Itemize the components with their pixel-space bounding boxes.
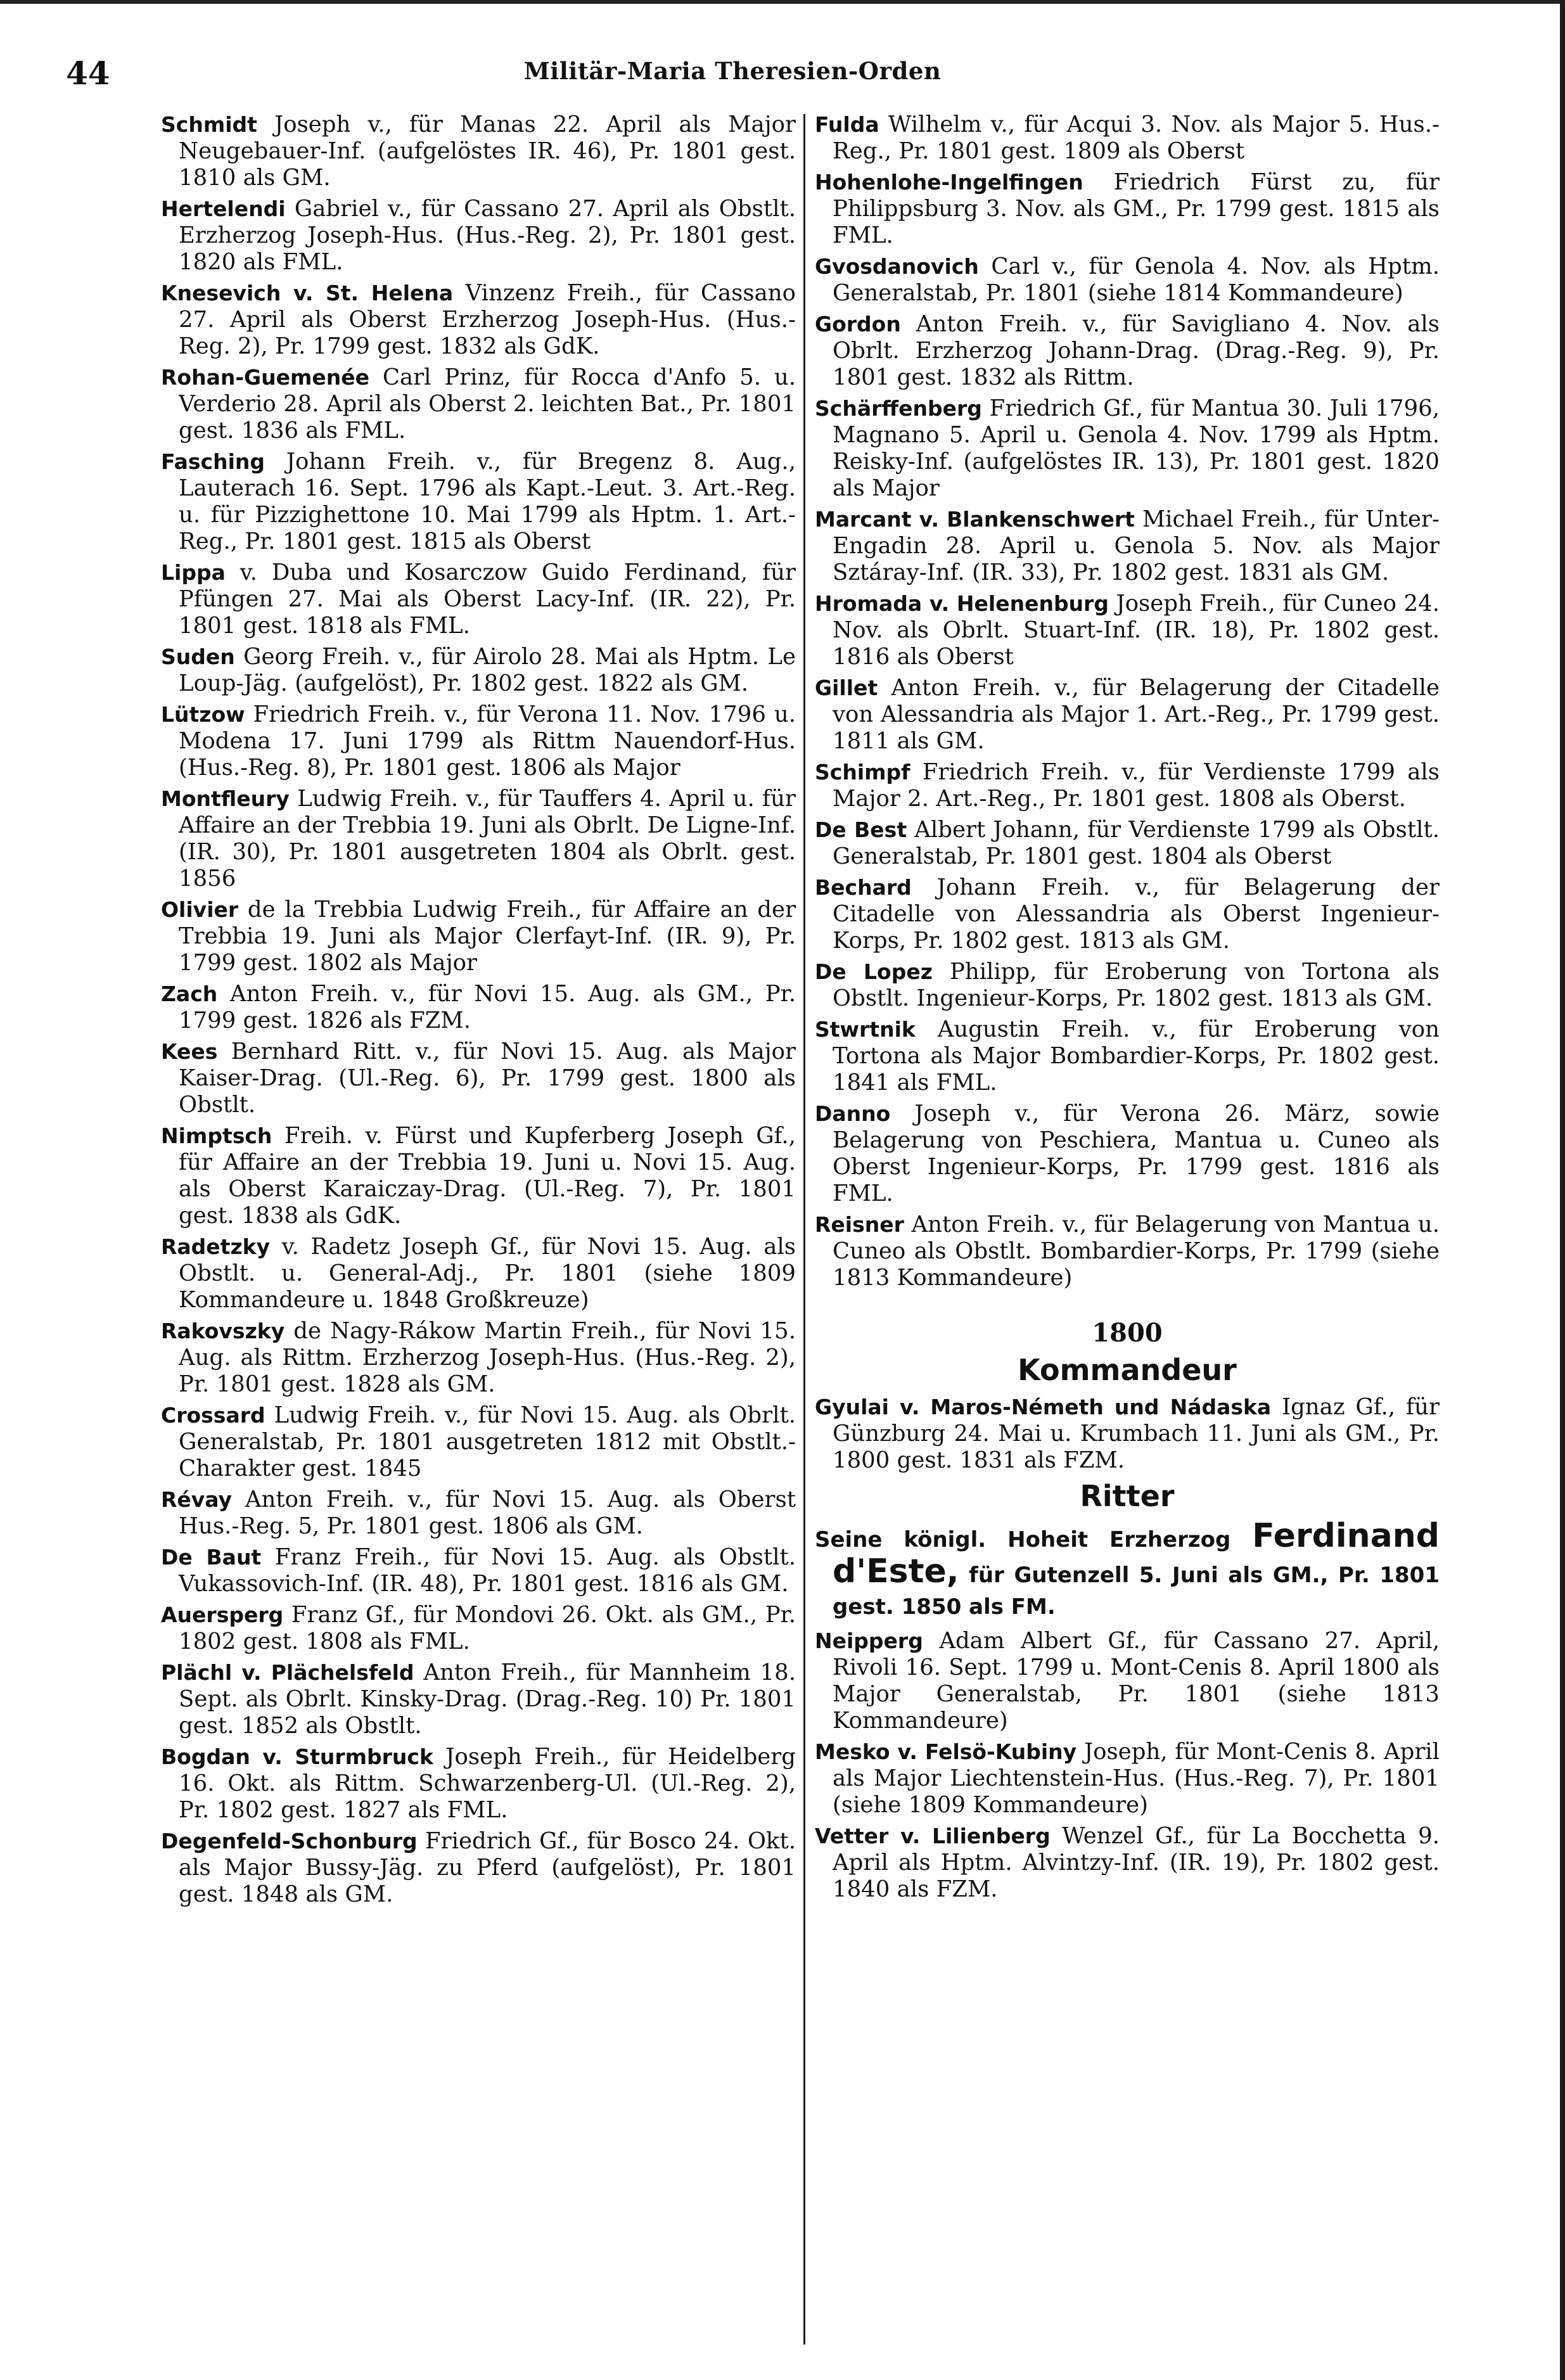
- entry-name: Hromada v. Helenenburg: [815, 591, 1109, 616]
- entry-text: Vinzenz Freih., für Cassano 27. April als Oberst Erzherzog Joseph-Hus. (Hus.-Reg. 2), Pr. 1799 gest. 1832 als GdK.: [179, 280, 796, 359]
- order-entry: [161, 1602, 796, 1655]
- entry-name: Degenfeld-Schonburg: [161, 1829, 418, 1853]
- entry-name: Hertelendi: [161, 196, 286, 221]
- entry-name: Reisner: [815, 1212, 904, 1237]
- entry-name: Neipperg: [815, 1628, 923, 1653]
- entry-text: Augustin Freih. v., für Eroberung von Tortona als Major Bombardier-Korps, Pr. 1802 gest. 1841 als FML.: [833, 1016, 1440, 1096]
- order-entry: [815, 112, 1440, 165]
- royal-entry: [815, 1517, 1440, 1623]
- order-entry: [161, 1744, 796, 1824]
- entry-name: Schimpf: [815, 760, 910, 784]
- entry-name: Schmidt: [161, 112, 257, 137]
- entry-text: Anton Freih. v., für Belagerung von Mantua u. Cuneo als Obstlt. Bombardier-Korps, Pr. 1799 (siehe 1813 Kommandeure): [833, 1212, 1440, 1291]
- entry-name: Hohenlohe-Ingelfingen: [815, 170, 1083, 195]
- entry-name: Stwrtnik: [815, 1017, 916, 1042]
- order-entry: [815, 1016, 1440, 1096]
- page-number: 44: [66, 54, 110, 92]
- entry-text: Gabriel v., für Cassano 27. April als Obstlt. Erzherzog Joseph-Hus. (Hus.-Reg. 2), Pr. 1801 gest. 1820 als FML.: [179, 196, 796, 275]
- right-column-entries: [815, 112, 1440, 1291]
- order-entry: [161, 981, 796, 1034]
- scan-edge-right: [1560, 0, 1565, 2380]
- order-entry: [161, 701, 796, 781]
- commanders-heading: Kommandeur: [1018, 1353, 1237, 1387]
- entry-name: Plächl v. Plächelsfeld: [161, 1660, 414, 1685]
- entry-name: De Lopez: [815, 959, 933, 984]
- entry-text: Anton Freih. v., für Belagerung der Citadelle von Alessandria als Major 1. Art.-Reg., Pr. 1799 gest. 1811 als GM.: [833, 675, 1440, 754]
- right-column: [815, 112, 1440, 2348]
- entry-name: Olivier: [161, 897, 239, 922]
- knights-list: [815, 1628, 1440, 1903]
- entry-name: Bogdan v. Sturmbruck: [161, 1744, 433, 1769]
- order-entry: [161, 1318, 796, 1398]
- order-entry: [161, 1039, 796, 1118]
- entry-text: Bernhard Ritt. v., für Novi 15. Aug. als Major Kaiser-Drag. (Ul.-Reg. 6), Pr. 1799 gest. 1800 als Obstlt.: [179, 1039, 796, 1118]
- entry-name: Montfleury: [161, 786, 290, 811]
- entry-text: Albert Johann, für Verdienste 1799 als Obstlt. Generalstab, Pr. 1801 gest. 1804 als Oberst: [833, 817, 1440, 869]
- entry-name: Gvosdanovich: [815, 254, 979, 279]
- order-entry: [161, 1487, 796, 1540]
- royal-entry-prefix: Seine königl. Hoheit Erzherzog: [815, 1527, 1253, 1552]
- order-entry: [161, 1544, 796, 1597]
- order-entry: [161, 1402, 796, 1482]
- column-divider: [803, 114, 805, 2345]
- order-entry: [161, 644, 796, 697]
- entry-name: Fulda: [815, 112, 879, 137]
- entry-name: Révay: [161, 1487, 233, 1512]
- entry-text: Johann Freih. v., für Bregenz 8. Aug., Lauterach 16. Sept. 1796 als Kapt.-Leut. 3. Art.-Reg. u. für Pizzighettone 10. Mai 1799 als Hptm. 1. Art.-Reg., Pr. 1801 gest. 1815 als Oberst: [179, 449, 796, 554]
- entry-name: Crossard: [161, 1403, 265, 1428]
- entry-text: Wenzel Gf., für La Bocchetta 9. April als Hptm. Alvintzy-Inf. (IR. 19), Pr. 1802 gest. 1840 als FZM.: [833, 1823, 1440, 1902]
- entry-name: Rohan-Guemenée: [161, 365, 370, 390]
- knights-heading: Ritter: [1080, 1479, 1175, 1513]
- entry-text: Philipp, für Eroberung von Tortona als Obstlt. Ingenieur-Korps, Pr. 1802 gest. 1813 als GM.: [833, 959, 1440, 1011]
- entry-text: Michael Freih., für Unter-Engadin 28. April u. Genola 5. Nov. als Major Sztáray-Inf. (IR. 33), Pr. 1802 gest. 1831 als GM.: [833, 506, 1440, 585]
- order-entry: [815, 169, 1440, 249]
- entry-name: Zach: [161, 982, 218, 1006]
- order-entry: [815, 253, 1440, 307]
- entry-text: Joseph v., für Verona 26. März, sowie Belagerung von Peschiera, Mantua u. Cuneo als Oberst Ingenieur-Korps, Pr. 1799 gest. 1816 als FML.: [833, 1101, 1440, 1206]
- entry-text: Friedrich Fürst zu, für Philippsburg 3. Nov. als GM., Pr. 1799 gest. 1815 als FML.: [833, 169, 1440, 248]
- order-entry: [815, 1823, 1440, 1903]
- entry-name: Gillet: [815, 675, 878, 700]
- entry-text: Friedrich Gf., für Bosco 24. Okt. als Major Bussy-Jäg. zu Pferd (aufgelöst), Pr. 1801 gest. 1848 als GM.: [179, 1828, 796, 1907]
- entry-name: Gyulai v. Maros-Németh und Nádaska: [815, 1395, 1272, 1419]
- entry-text: Adam Albert Gf., für Cassano 27. April, Rivoli 16. Sept. 1799 u. Mont-Cenis 8. April 1800 als Major Generalstab, Pr. 1801 (siehe 1813 Kommandeure): [833, 1628, 1440, 1734]
- entry-text: Anton Freih., für Mannheim 18. Sept. als Obrlt. Kinsky-Drag. (Drag.-Reg. 10) Pr. 1801 gest. 1852 als Obstlt.: [179, 1660, 796, 1739]
- entry-name: Lützow: [161, 702, 245, 727]
- entry-text: Anton Freih. v., für Novi 15. Aug. als Oberst Hus.-Reg. 5, Pr. 1801 gest. 1806 als GM.: [179, 1487, 796, 1539]
- entry-name: Danno: [815, 1101, 891, 1126]
- entry-name: De Best: [815, 817, 907, 842]
- entry-text: Georg Freih. v., für Airolo 28. Mai als Hptm. Le Loup-Jäg. (aufgelöst), Pr. 1802 gest. 1822 als GM.: [179, 644, 796, 696]
- royal-entry-text: für Gutenzell 5. Juni als GM., Pr. 1801 gest. 1850 als FM.: [833, 1563, 1440, 1620]
- entry-name: Mesko v. Felsö-Kubiny: [815, 1739, 1077, 1764]
- entry-text: Wilhelm v., für Acqui 3. Nov. als Major 5. Hus.-Reg., Pr. 1801 gest. 1809 als Oberst: [833, 112, 1440, 164]
- order-entry: [161, 786, 796, 892]
- running-title: Militär-Maria Theresien-Orden: [523, 57, 942, 85]
- order-entry: [161, 280, 796, 360]
- entry-name: Vetter v. Lilienberg: [815, 1824, 1051, 1848]
- entry-text: v. Duba und Kosarczow Guido Ferdinand, für Pfüngen 27. Mai als Oberst Lacy-Inf. (IR. 22), Pr. 1801 gest. 1818 als FML.: [179, 560, 796, 639]
- entry-name: Kees: [161, 1039, 218, 1064]
- entry-name: Rakovszky: [161, 1319, 285, 1343]
- entry-text: Friedrich Freih. v., für Verdienste 1799 als Major 2. Art.-Reg., Pr. 1801 gest. 1808 als Oberst.: [833, 759, 1440, 812]
- entry-text: Joseph, für Mont-Cenis 8. April als Major Liechtenstein-Hus. (Hus.-Reg. 7), Pr. 1801 (siehe 1809 Kommandeure): [833, 1739, 1440, 1818]
- order-entry: [815, 759, 1440, 812]
- entry-text: v. Radetz Joseph Gf., für Novi 15. Aug. als Obstlt. u. General-Adj., Pr. 1801 (siehe 1809 Kommandeure u. 1848 Großkreuze): [179, 1234, 796, 1313]
- order-entry: [815, 959, 1440, 1012]
- entry-name: Knesevich v. St. Helena: [161, 281, 454, 305]
- order-entry: [161, 112, 796, 191]
- year-heading: 1800: [1092, 1318, 1163, 1348]
- entry-name: Radetzky: [161, 1234, 271, 1259]
- order-entry: [815, 1739, 1440, 1819]
- royal-entry-name: Ferdinand d'Este,: [833, 1517, 1440, 1590]
- order-entry: [161, 1660, 796, 1739]
- order-entry: [815, 817, 1440, 870]
- entry-name: Suden: [161, 644, 235, 669]
- entry-text: Ludwig Freih. v., für Novi 15. Aug. als Obrlt. Generalstab, Pr. 1801 ausgetreten 1812 mit Obstlt.-Charakter gest. 1845: [179, 1402, 796, 1481]
- entry-text: Friedrich Freih. v., für Verona 11. Nov. 1796 u. Modena 17. Juni 1799 als Rittm Nauendorf-Hus. (Hus.-Reg. 8), Pr. 1801 gest. 1806 als Major: [179, 701, 796, 781]
- scan-edge-top: [0, 0, 1565, 4]
- entry-text: Anton Freih. v., für Novi 15. Aug. als GM., Pr. 1799 gest. 1826 als FZM.: [179, 981, 796, 1033]
- entry-text: Friedrich Gf., für Mantua 30. Juli 1796, Magnano 5. April u. Genola 4. Nov. 1799 als Hptm. Reisky-Inf. (aufgelöstes IR. 13), Pr. 1801 gest. 1820 als Major: [833, 395, 1440, 501]
- order-entry: [161, 196, 796, 276]
- entry-name: Lippa: [161, 560, 226, 585]
- entry-name: Marcant v. Blankenschwert: [815, 507, 1135, 532]
- entry-text: Joseph Freih., für Cuneo 24. Nov. als Obrlt. Stuart-Inf. (IR. 18), Pr. 1802 gest. 1816 als Oberst: [833, 591, 1440, 670]
- order-entry: [815, 1212, 1440, 1291]
- entry-text: de Nagy-Rákow Martin Freih., für Novi 15. Aug. als Rittm. Erzherzog Joseph-Hus. (Hus.-Reg. 2), Pr. 1801 gest. 1828 als GM.: [179, 1318, 796, 1397]
- order-entry: [161, 1234, 796, 1314]
- order-entry: [161, 897, 796, 976]
- entry-text: Ludwig Freih. v., für Tauffers 4. April u. für Affaire an der Trebbia 19. Juni als Obrlt. De Ligne-Inf. (IR. 30), Pr. 1801 ausgetreten 1804 als Obrlt. gest. 1856: [179, 786, 796, 892]
- order-entry: [815, 591, 1440, 670]
- entry-name: Bechard: [815, 875, 912, 900]
- order-entry: [815, 395, 1440, 502]
- entry-text: Freih. v. Fürst und Kupferberg Joseph Gf., für Affaire an der Trebbia 19. Juni u. Novi 15. Aug. als Oberst Karaiczay-Drag. (Ul.-Reg. 7), Pr. 1801 gest. 1838 als GdK.: [179, 1123, 796, 1229]
- order-entry: [815, 1628, 1440, 1734]
- entry-name: Gordon: [815, 312, 901, 336]
- order-entry: [161, 560, 796, 639]
- order-entry: [815, 1101, 1440, 1207]
- order-entry: [815, 874, 1440, 954]
- entry-name: Fasching: [161, 449, 265, 474]
- entry-text: Franz Gf., für Mondovi 26. Okt. als GM., Pr. 1802 gest. 1808 als FML.: [179, 1602, 796, 1654]
- entry-text: Carl Prinz, für Rocca d'Anfo 5. u. Verderio 28. April als Oberst 2. leichten Bat., Pr. 1801 gest. 1836 als FML.: [179, 364, 796, 444]
- order-entry: [815, 1394, 1440, 1474]
- entry-text: Ignaz Gf., für Günzburg 24. Mai u. Krumbach 11. Juni als GM., Pr. 1800 gest. 1831 als FZM.: [833, 1394, 1440, 1473]
- left-column: [161, 112, 796, 2348]
- order-entry: [815, 675, 1440, 755]
- order-entry: [161, 364, 796, 444]
- commanders-list: [815, 1394, 1440, 1474]
- order-entry: [161, 449, 796, 555]
- order-entry: [815, 311, 1440, 391]
- entry-name: Schärffenberg: [815, 396, 982, 421]
- entry-text: Franz Freih., für Novi 15. Aug. als Obstlt. Vukassovich-Inf. (IR. 48), Pr. 1801 gest. 1816 als GM.: [179, 1544, 796, 1597]
- entry-text: Carl v., für Genola 4. Nov. als Hptm. Generalstab, Pr. 1801 (siehe 1814 Kommandeure): [833, 253, 1440, 306]
- entry-name: De Baut: [161, 1545, 262, 1570]
- entry-text: Joseph v., für Manas 22. April als Major Neugebauer-Inf. (aufgelöstes IR. 46), Pr. 1801 gest. 1810 als GM.: [179, 112, 796, 191]
- order-entry: [161, 1123, 796, 1229]
- entry-text: Anton Freih. v., für Savigliano 4. Nov. als Obrlt. Erzherzog Johann-Drag. (Drag.-Reg. 9), Pr. 1801 gest. 1832 als Rittm.: [833, 311, 1440, 390]
- entry-name: Auersperg: [161, 1603, 284, 1627]
- entry-text: de la Trebbia Ludwig Freih., für Affaire an der Trebbia 19. Juni als Major Clerfayt-Inf. (IR. 9), Pr. 1799 gest. 1802 als Major: [179, 897, 796, 976]
- entry-name: Nimptsch: [161, 1123, 272, 1148]
- entry-text: Joseph Freih., für Heidelberg 16. Okt. als Rittm. Schwarzenberg-Ul. (Ul.-Reg. 2), Pr. 1802 gest. 1827 als FML.: [179, 1744, 796, 1823]
- order-entry: [161, 1828, 796, 1908]
- order-entry: [815, 506, 1440, 586]
- entry-text: Johann Freih. v., für Belagerung der Citadelle von Alessandria als Oberst Ingenieur-Korps, Pr. 1802 gest. 1813 als GM.: [833, 874, 1440, 954]
